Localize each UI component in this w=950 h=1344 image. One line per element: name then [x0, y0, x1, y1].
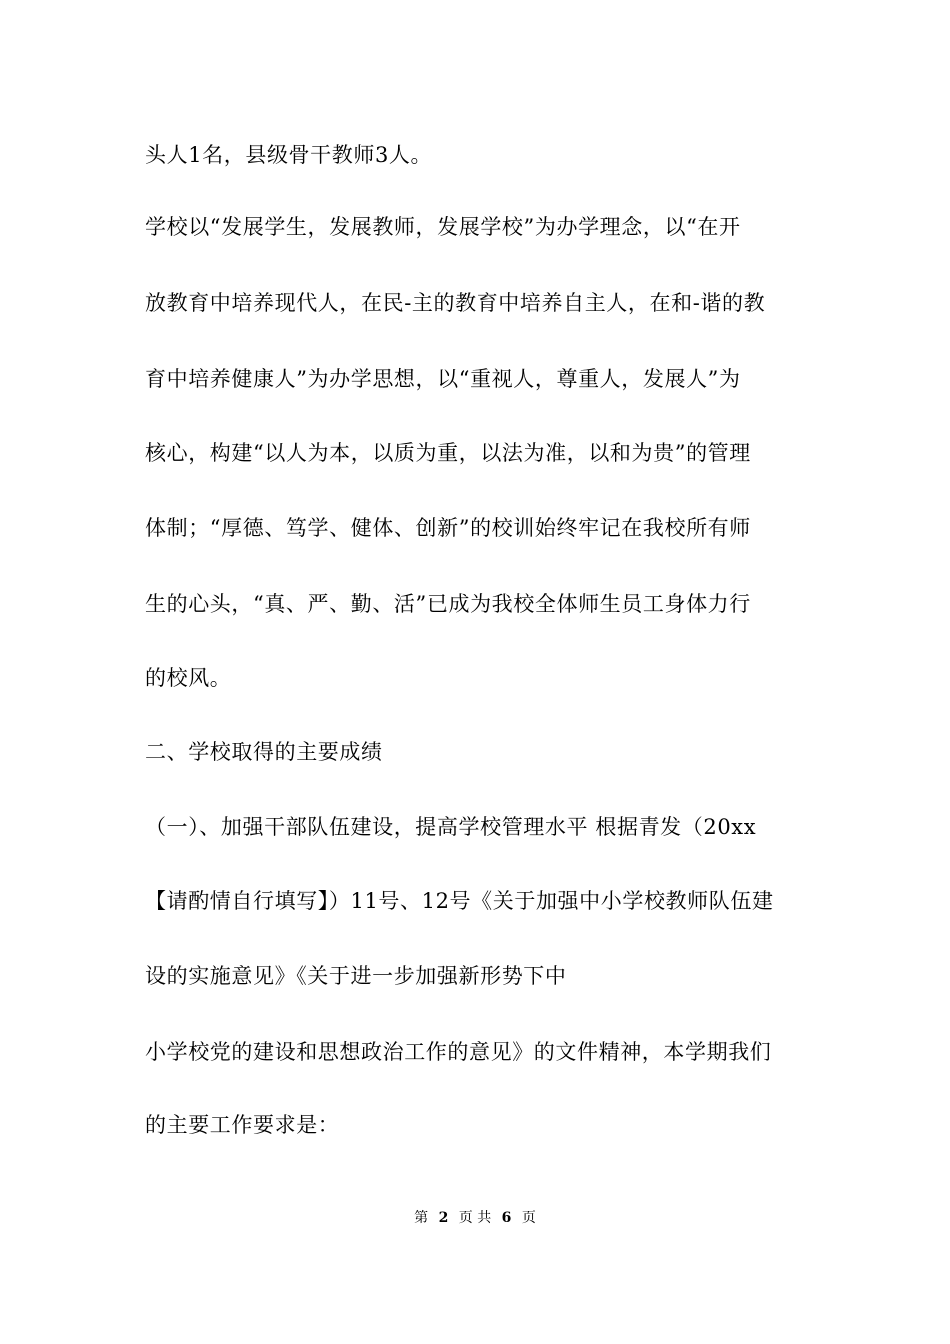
- body-line-12: 设的实施意见》《关于进一步加强新形势下中: [145, 964, 567, 988]
- body-line-11: 【请酌情自行填写】）11号、12号《关于加强中小学校教师队伍建: [145, 889, 774, 913]
- body-line-4: 育中培养健康人”为办学思想，以“重视人，尊重人，发展人”为: [145, 367, 741, 391]
- body-line-10: （一）、加强干部队伍建设，提高学校管理水平 根据青发（20xx: [145, 815, 757, 839]
- body-line-3: 放教育中培养现代人，在民-主的教育中培养自主人，在和-谐的教: [145, 291, 766, 315]
- footer-total-pages: 6: [501, 1210, 512, 1226]
- body-line-5: 核心，构建“以人为本，以质为重，以法为准，以和为贵”的管理: [145, 441, 751, 465]
- body-line-1: 头人1名，县级骨干教师3人。: [145, 143, 433, 167]
- page-footer: [0, 1208, 950, 1228]
- footer-middle: 页 共: [458, 1210, 492, 1226]
- body-line-14: 的主要工作要求是：: [145, 1113, 340, 1137]
- body-line-6: 体制；“厚德、笃学、健体、创新”的校训始终牢记在我校所有师: [145, 516, 751, 540]
- section-heading: 二、学校取得的主要成绩: [145, 740, 383, 764]
- footer-prefix: 第: [414, 1210, 429, 1226]
- body-line-2: 学校以“发展学生，发展教师，发展学校”为办学理念，以“在开: [145, 215, 741, 239]
- body-line-7: 生的心头，“真、严、勤、活”已成为我校全体师生员工身体力行: [145, 592, 751, 616]
- body-line-13: 小学校党的建设和思想政治工作的意见》的文件精神，本学期我们: [145, 1040, 772, 1064]
- footer-suffix: 页: [521, 1210, 536, 1226]
- footer-current-page: 2: [438, 1210, 449, 1226]
- body-line-8: 的校风。: [145, 666, 232, 690]
